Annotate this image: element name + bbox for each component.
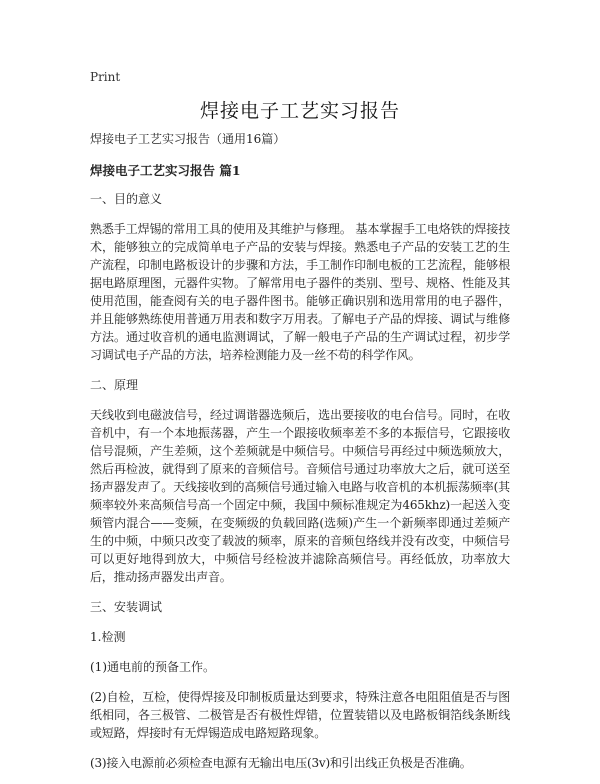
document-title: 焊接电子工艺实习报告 bbox=[199, 100, 400, 122]
list-item-self-check: (2)自检，互检，使得焊接及印制板质量达到要求，特殊注意各电阻阻值是否与图纸相同，各三极管、二极管是否有极性焊错，位置装错以及电路板铜箔线条断线或短路，焊接时有无焊锡造成电路短路现象。 bbox=[90, 690, 510, 740]
list-item-preparation: (1)通电前的预备工作。 bbox=[90, 660, 215, 674]
heading-detection: 1.检测 bbox=[90, 630, 126, 644]
heading-purpose: 一、目的意义 bbox=[90, 192, 163, 206]
print-label: Print bbox=[90, 70, 121, 84]
section-title: 焊接电子工艺实习报告 篇1 bbox=[90, 163, 241, 178]
list-item-power-check: (3)接入电源前必须检查电源有无输出电压(3v)和引出线正负极是否准确。 bbox=[90, 756, 472, 770]
document-body bbox=[90, 130, 510, 784]
paragraph-purpose: 熟悉手工焊锡的常用工具的使用及其维护与修理。 基本掌握手工电烙铁的焊接技术，能够独立的完成简单电子产品的安装与焊接。熟悉电子产品的安装工艺的生产流程，印制电路板设计的步骤和方法，手工制作印制电板的工艺流程，能够根据电路原理图，元器件实物。了解常用电子器件的类别、型号、规格、性能及其使用范围，能查阅有关的电子器件图书。能够正确识别和选用常用的电子器件，并且能够熟练使用普通万用表和数字万用表。了解电子产品的焊接、调试与维修方法。通过收音机的通电监测调试，了解一般电子产品的生产调试过程，初步学习调试电子产品的方法，培养检测能力及一丝不苟的科学作风。 bbox=[90, 222, 510, 362]
heading-principle: 二、原理 bbox=[90, 378, 139, 392]
heading-installation: 三、安装调试 bbox=[90, 600, 163, 614]
document-subtitle: 焊接电子工艺实习报告（通用16篇） bbox=[90, 132, 286, 146]
paragraph-principle: 天线收到电磁波信号，经过调谐器选频后，选出要接收的电台信号。同时，在收音机中，有一个本地振荡器，产生一个跟接收频率差不多的本振信号，它跟接收信号混频，产生差频，这个差频就是中频信号。中频信号再经过中频选频放大，然后再检波，就得到了原来的音频信号。音频信号通过功率放大之后，就可送至扬声器发声了。天线接收到的高频信号通过输入电路与收音机的本机振荡频率(其频率较外来高频信号高一个固定中频，我国中频标准规定为465khz)一起送入变频管内混合——变频，在变频级的负载回路(选频)产生一个新频率即通过差频产生的中频，中频只改变了载波的频率，原来的音频包络线并没有改变，中频信号可以更好地得到放大，中频信号经检波并滤除高频信号。再经低放，功率放大后，推动扬声器发出声音。 bbox=[90, 408, 510, 584]
